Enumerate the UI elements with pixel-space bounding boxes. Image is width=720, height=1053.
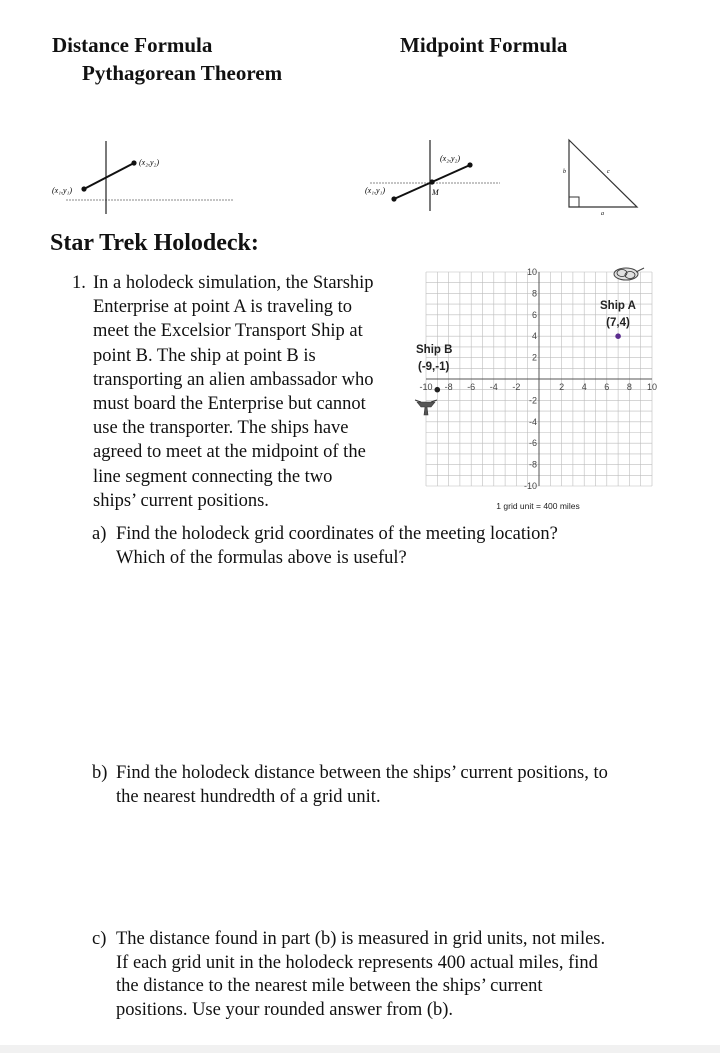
- ship-b-coordinates: (-9,-1): [418, 361, 450, 373]
- problem-line: ships’ current positions.: [93, 490, 269, 511]
- part-c-line: the distance to the nearest mile between the ships’ current: [116, 976, 543, 996]
- midpoint-formula-heading: Midpoint Formula: [400, 33, 568, 57]
- x-tick-label: -8: [444, 382, 453, 392]
- ship-a-coordinates: (7,4): [606, 317, 630, 329]
- problem-number: 1.: [72, 273, 86, 293]
- x-tick-label: -2: [512, 382, 521, 392]
- x-tick-label: 8: [626, 382, 632, 392]
- triangle-label-c: c: [607, 169, 610, 175]
- ship-a-icon: [614, 268, 644, 280]
- scale-caption: 1 grid unit = 400 miles: [496, 501, 580, 511]
- part-b-line: the nearest hundredth of a grid unit.: [116, 786, 381, 807]
- midpoint-label-p1: (x₁,y₁): [365, 186, 385, 195]
- problem-line: transporting an alien ambassador who: [93, 369, 374, 390]
- midpoint-diagram: [360, 135, 505, 215]
- problem-line: must board the Enterprise but cannot: [93, 394, 366, 415]
- midpoint-label-m: M: [432, 188, 439, 197]
- y-tick-label: 6: [531, 309, 537, 320]
- part-a-line: Which of the formulas above is useful?: [116, 547, 407, 568]
- ship-b-icon: [415, 400, 437, 415]
- part-c: [92, 928, 672, 1022]
- x-tick-label: 10: [646, 382, 658, 392]
- x-tick-labels: [419, 382, 657, 392]
- distance-diagram: [48, 135, 238, 215]
- ship-a-point: [615, 333, 621, 339]
- pythagorean-theorem-heading: Pythagorean Theorem: [82, 61, 283, 85]
- y-tick-label: -2: [528, 395, 537, 406]
- y-tick-label: 2: [531, 352, 537, 363]
- problem-line: line segment connecting the two: [93, 466, 333, 487]
- midpoint-point-2: [467, 162, 472, 167]
- ship-b-label: Ship B: [416, 344, 453, 356]
- midpoint-label-p2: (x₂,y₂): [440, 154, 460, 163]
- y-tick-label: -10: [523, 481, 537, 491]
- part-a: [92, 523, 652, 570]
- problem-line: In a holodeck simulation, the Starship: [93, 273, 374, 293]
- distance-formula-heading: Distance Formula: [52, 33, 213, 57]
- x-tick-label: 2: [559, 382, 565, 392]
- x-tick-label: 6: [604, 382, 610, 392]
- distance-point-1: [81, 186, 86, 191]
- x-tick-label: -6: [467, 382, 476, 392]
- x-tick-label: 4: [581, 382, 587, 392]
- ship-a-label: Ship A: [600, 300, 636, 312]
- part-b-letter: b): [92, 763, 108, 783]
- problem-1: [72, 271, 417, 513]
- problem-line: meet the Excelsior Transport Ship at: [93, 321, 363, 342]
- distance-point-2: [131, 160, 136, 165]
- triangle-label-a: a: [601, 211, 604, 215]
- ship-b-point: [435, 387, 441, 393]
- problem-line: point B. The ship at point B is: [93, 345, 316, 366]
- midpoint-point-m: [429, 179, 434, 184]
- page-bottom-edge: [0, 1045, 720, 1053]
- part-c-line: If each grid unit in the holodeck represents 400 actual miles, find: [116, 952, 598, 973]
- part-a-letter: a): [92, 524, 107, 544]
- x-tick-label: -10: [419, 382, 433, 392]
- y-tick-label: 8: [531, 288, 537, 299]
- problem-line: Enterprise at point A is traveling to: [93, 297, 352, 318]
- y-tick-label: 10: [526, 267, 537, 277]
- problem-text: [93, 271, 417, 513]
- distance-label-p2: (x₂,y₂): [139, 158, 159, 167]
- holodeck-graph: [404, 264, 674, 514]
- right-triangle-diagram: [555, 135, 645, 215]
- y-tick-label: -4: [528, 416, 537, 427]
- midpoint-point-1: [391, 196, 396, 201]
- y-tick-label: -8: [528, 459, 537, 470]
- part-c-line: The distance found in part (b) is measured in grid units, not miles.: [116, 929, 606, 949]
- part-c-line: positions. Use your rounded answer from (b).: [116, 999, 454, 1020]
- triangle-label-b: b: [563, 169, 566, 175]
- x-tick-label: -4: [489, 382, 498, 392]
- problem-line: agreed to meet at the midpoint of the: [93, 442, 366, 463]
- part-b: [92, 762, 672, 809]
- section-title: Star Trek Holodeck:: [50, 230, 259, 256]
- part-b-line: Find the holodeck distance between the ships’ current positions, to: [116, 763, 608, 783]
- y-tick-label: -6: [528, 438, 537, 449]
- problem-line: use the transporter. The ships have: [93, 418, 349, 439]
- part-c-letter: c): [92, 929, 107, 949]
- part-a-line: Find the holodeck grid coordinates of the meeting location?: [116, 524, 558, 544]
- distance-label-p1: (x₁,y₁): [52, 186, 72, 195]
- y-tick-label: 4: [531, 331, 537, 342]
